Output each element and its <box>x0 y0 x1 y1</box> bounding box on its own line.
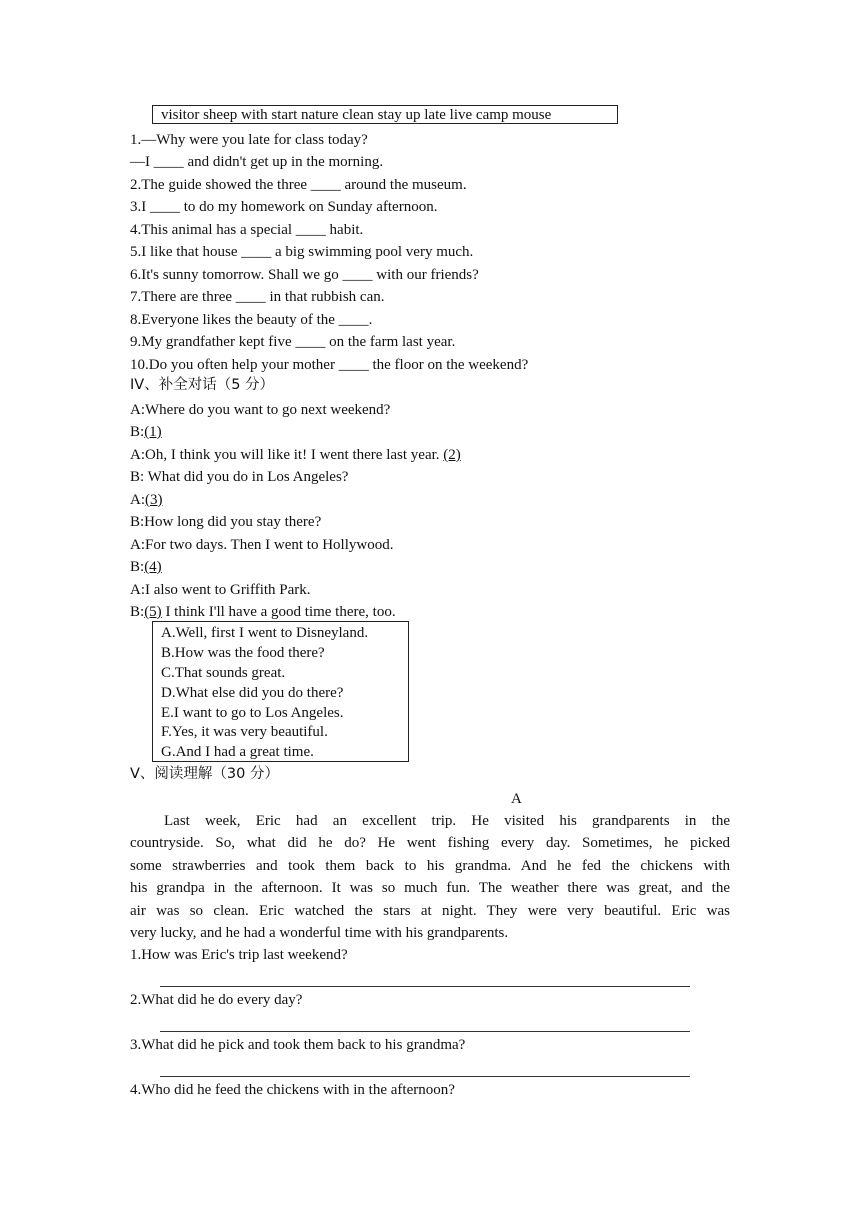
dialogue-line: A:Where do you want to go next weekend? <box>130 402 391 418</box>
fill-blank-line: —I ____ and didn't get up in the morning. <box>130 154 384 170</box>
fill-blank-line: 7.There are three ____ in that rubbish can. <box>130 289 385 305</box>
passage-line: Last week, Eric had an excellent trip. He visited his grandparents in the <box>164 813 730 829</box>
word-bank-box <box>152 105 618 124</box>
option-item: E.I want to go to Los Angeles. <box>161 705 344 721</box>
fill-blank-line: 10.Do you often help your mother ____ the floor on the weekend? <box>130 357 529 373</box>
blank-marker: (3) <box>145 492 163 508</box>
fill-blank-line: 1.—Why were you late for class today? <box>130 132 368 148</box>
dialogue-line: B:(4) <box>130 559 162 575</box>
dialogue-line: B:(1) <box>130 424 162 440</box>
dialogue-line: B: What did you do in Los Angeles? <box>130 469 349 485</box>
option-item: B.How was the food there? <box>161 645 325 661</box>
passage-line: some strawberries and took them back to his grandma. And he fed the chickens with <box>130 858 730 874</box>
fill-blank-line: 5.I like that house ____ a big swimming pool very much. <box>130 244 474 260</box>
option-item: C.That sounds great. <box>161 665 286 681</box>
dialogue-line: A:For two days. Then I went to Hollywood. <box>130 537 394 553</box>
dialogue-line: A:I also went to Griffith Park. <box>130 582 311 598</box>
option-item: G.And I had a great time. <box>161 744 314 760</box>
fill-blank-line: 4.This animal has a special ____ habit. <box>130 222 364 238</box>
passage-line: very lucky, and he had a wonderful time with his grandparents. <box>130 925 509 941</box>
fill-blank-line: 9.My grandfather kept five ____ on the farm last year. <box>130 334 456 350</box>
passage-title: A <box>511 791 522 807</box>
passage-line: air was so clean. Eric watched the stars at night. They were very beautiful. Eric was <box>130 903 730 919</box>
fill-blank-line: 8.Everyone likes the beauty of the ____. <box>130 312 373 328</box>
answer-line[interactable] <box>160 986 690 987</box>
answer-line[interactable] <box>160 1076 690 1077</box>
blank-marker: (4) <box>144 559 162 575</box>
word-bank-text: visitor sheep with start nature clean stay up late live camp mouse <box>161 107 552 123</box>
section-5-heading: V、阅读理解（30 分） <box>130 766 279 782</box>
question: 1.How was Eric's trip last weekend? <box>130 947 348 963</box>
option-item: D.What else did you do there? <box>161 685 344 701</box>
blank-marker: (1) <box>144 424 162 440</box>
fill-blank-line: 2.The guide showed the three ____ around the museum. <box>130 177 467 193</box>
dialogue-line: A:(3) <box>130 492 163 508</box>
dialogue-line: A:Oh, I think you will like it! I went there last year. (2) <box>130 447 461 463</box>
dialogue-line: B:How long did you stay there? <box>130 514 322 530</box>
fill-blank-line: 6.It's sunny tomorrow. Shall we go ____ with our friends? <box>130 267 479 283</box>
passage-line: countryside. So, what did he do? He went fishing every day. Sometimes, he picked <box>130 835 730 851</box>
blank-marker: (5) <box>144 604 162 620</box>
question: 4.Who did he feed the chickens with in the afternoon? <box>130 1082 455 1098</box>
option-item: A.Well, first I went to Disneyland. <box>161 625 369 641</box>
question: 2.What did he do every day? <box>130 992 303 1008</box>
answer-line[interactable] <box>160 1031 690 1032</box>
dialogue-line: B:(5) I think I'll have a good time there, too. <box>130 604 396 620</box>
blank-marker: (2) <box>443 447 461 463</box>
fill-blank-line: 3.I ____ to do my homework on Sunday afternoon. <box>130 199 438 215</box>
options-box <box>152 621 409 762</box>
passage-line: his grandpa in the afternoon. It was so much fun. The weather there was great, and the <box>130 880 730 896</box>
section-4-heading: IV、补全对话（5 分） <box>130 377 275 393</box>
question: 3.What did he pick and took them back to his grandma? <box>130 1037 466 1053</box>
option-item: F.Yes, it was very beautiful. <box>161 724 328 740</box>
